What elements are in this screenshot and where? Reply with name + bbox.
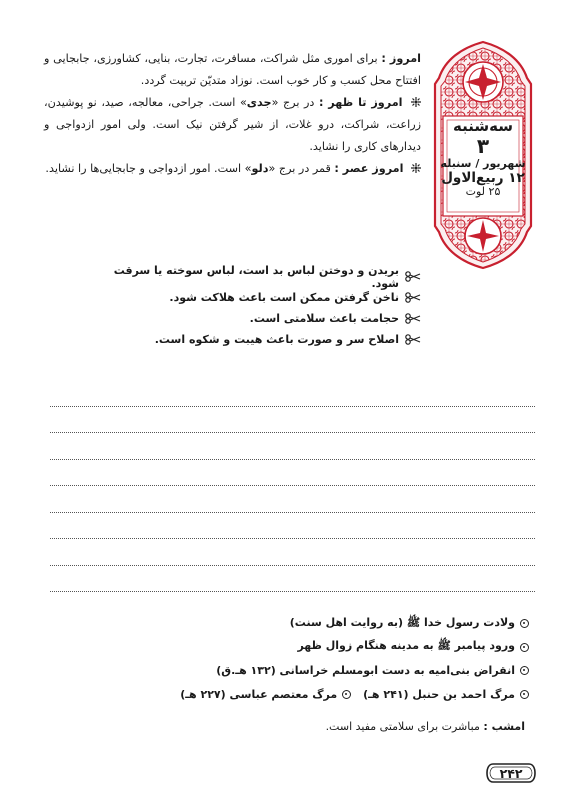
until-noon-text-a: در برج « — [271, 96, 315, 109]
note-line — [50, 513, 535, 540]
flower-icon — [411, 163, 421, 173]
note-lines — [50, 380, 535, 592]
bullet-icon — [520, 690, 529, 699]
event-text: مرگ معتصم عباسی (۲۲۷ هـ) — [180, 687, 338, 701]
solar-month: شهریور / سنبله — [440, 157, 526, 171]
note-line — [50, 380, 535, 407]
note-line — [50, 486, 535, 513]
list-item-text: حجامت باعث سلامتی است. — [249, 312, 399, 325]
date-panel — [431, 38, 535, 270]
flower-icon — [411, 97, 421, 107]
list-item-text: اصلاح سر و صورت باعث هیبت و شکوه است. — [154, 333, 399, 346]
events-list — [40, 612, 529, 706]
bullet-icon — [520, 666, 529, 675]
page-number: ۲۴۲ — [499, 765, 523, 781]
hijri-date: ۱۲ ربیع‌الاول — [441, 169, 525, 186]
bullet-icon — [342, 690, 351, 699]
list-item — [100, 263, 421, 290]
afternoon-label: امروز عصر : — [334, 162, 404, 175]
list-item — [100, 329, 421, 350]
afternoon-text-a: قمر در برج « — [268, 162, 331, 175]
lunar-day: ۲۵ لوت — [465, 185, 501, 199]
afternoon-text-b: » است. امور ازدواجی و جابجایی‌ها را نشاید. — [45, 162, 252, 175]
event-text: ورود پیامبر ﷺ به مدینه هنگام زوال ظهر — [297, 639, 515, 653]
today-label: امروز : — [381, 52, 421, 65]
tonight-note — [326, 720, 525, 733]
list-item — [100, 308, 421, 329]
scissors-icon — [405, 334, 421, 345]
page-number-badge — [485, 762, 537, 784]
main-text — [44, 48, 421, 180]
note-line — [50, 539, 535, 566]
scissors-icon — [405, 313, 421, 324]
event-row — [40, 612, 529, 636]
today-paragraph — [44, 48, 421, 92]
afternoon-sign: دلو — [251, 162, 269, 175]
note-line — [50, 460, 535, 487]
list-item — [100, 287, 421, 308]
afternoon-paragraph — [44, 158, 421, 180]
scissors-icon — [405, 271, 421, 282]
note-line — [50, 433, 535, 460]
tonight-text: مباشرت برای سلامتی مفید است. — [325, 720, 480, 733]
until-noon-label: امروز تا ظهر : — [318, 96, 403, 109]
today-text: برای اموری مثل شراکت، مسافرت، تجارت، بنایی، کشاورزی، جابجایی و افتتاح محل کسب و کار خوب است. نوزاد متدیّن تربیت گردد. — [44, 52, 421, 87]
grooming-list — [100, 263, 421, 350]
bullet-icon — [520, 643, 529, 652]
event-row — [40, 683, 529, 707]
event-text: انقراض بنی‌امیه به دست ابومسلم خراسانی (۱۳۲ هـ.ق) — [216, 664, 515, 678]
event-row — [40, 636, 529, 660]
until-noon-text-b: » است. جراحی، معالجه، صید، نو پوشیدن، زراعت، شراکت، درو غلات، از شیر گرفتن نیک است. ولی امور ازدواجی و دیدارهای کاری را نشاید. — [44, 96, 421, 153]
note-line — [50, 566, 535, 593]
until-noon-sign: جدی — [246, 96, 272, 109]
bullet-icon — [520, 619, 529, 628]
event-row — [40, 659, 529, 683]
until-noon-paragraph — [44, 92, 421, 158]
note-line — [50, 407, 535, 434]
day-name: سه‌شنبه — [453, 117, 513, 135]
event-text: ولادت رسول خدا ﷺ (به روایت اهل سنت) — [289, 615, 515, 629]
tonight-label: امشب : — [483, 720, 525, 733]
list-item-text: ناخن گرفتن ممکن است باعث هلاکت شود. — [169, 291, 399, 304]
date-text — [431, 118, 535, 199]
day-number: ۳ — [476, 134, 490, 159]
event-text: مرگ احمد بن حنبل (۲۴۱ هـ) — [363, 687, 515, 701]
scissors-icon — [405, 292, 421, 303]
list-item-text: بریدن و دوختن لباس بد است، لباس سوخته یا سرقت شود. — [113, 263, 399, 290]
